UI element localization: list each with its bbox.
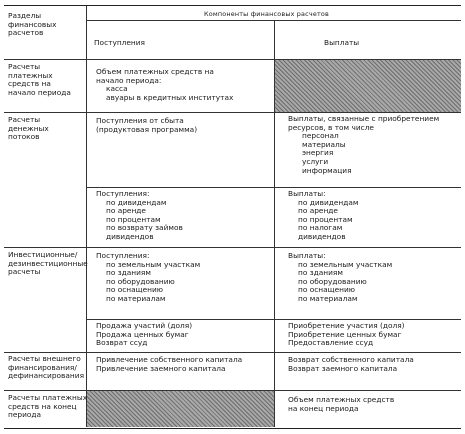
list-item: услуги — [302, 156, 329, 166]
cashflow-receipts-sales: Поступления от сбыта (продуктовая программа) — [96, 116, 198, 134]
list-item: по оснащению — [106, 285, 164, 295]
list-item: материалы — [302, 139, 346, 149]
list-item: авуары в кредитных институтах — [106, 92, 234, 102]
list-item: по материалам — [298, 293, 358, 303]
list-item: по оснащению — [298, 285, 356, 295]
cashflow-receipts-other: Поступления: по дивидендам по аренде по процентам по возврату займов дивидендов — [96, 189, 183, 241]
start-receipts-text: Объем платежных средств на начало периода: касса авуары в кредитных институтах — [96, 67, 234, 102]
row-label-end: Расчеты платежных средств на конец периода — [8, 393, 88, 420]
row-label-start: Расчеты платежных средств на начало периода — [8, 62, 71, 97]
list-item: по зданиям — [298, 268, 343, 278]
investment-payments-securities: Приобретение участия (доля) Приобретение ценных бумаг Предоставление ссуд — [288, 321, 405, 348]
list-item: по земельным участкам — [106, 259, 201, 269]
investment-receipts-securities: Продажа участий (доля) Продажа ценных бумаг Возврат ссуд — [96, 321, 193, 348]
list-item: по оборудованию — [298, 276, 367, 286]
header-components-label: Компоненты финансовых расчетов — [204, 10, 329, 18]
list-item: касса — [106, 84, 128, 94]
list-item: по земельным участкам — [298, 259, 393, 269]
row-divider — [86, 319, 461, 320]
cashflow-payments-other: Выплаты: по дивидендам по аренде по процентам по налогам дивидендов — [288, 189, 359, 241]
row-label-financing: Расчеты внешнего финансирования/ дефинансирования — [8, 354, 85, 381]
row-label-cashflow: Расчеты денежных потоков — [8, 115, 49, 142]
hatched-cell-start-payments — [275, 60, 461, 112]
list-item: по зданиям — [106, 268, 151, 278]
end-payments-text: Объем платежных средств на конец периода — [288, 395, 395, 413]
financial-calculations-table — [4, 5, 461, 429]
hatched-cell-end-receipts — [87, 391, 274, 427]
financing-receipts: Привлечение собственного капитала Привлечение заемного капитала — [96, 355, 243, 373]
row-label-investment: Инвестиционные/ дезинвестиционные расчеты — [8, 250, 88, 277]
list-item: по дивидендам — [106, 197, 167, 207]
cashflow-payments-resources: Выплаты, связанные с приобретением ресурсов, в том числе персонал материалы энергия услуги информация — [288, 114, 440, 175]
list-item: персонал — [302, 131, 339, 141]
list-item: по дивидендам — [298, 197, 359, 207]
list-item: энергия — [302, 148, 334, 158]
row-divider — [86, 187, 461, 188]
investment-payments: Выплаты: по земельным участкам по зданиям по оборудованию по оснащению по материалам — [288, 251, 393, 303]
header-receipts: Поступления — [94, 38, 146, 47]
list-item: по материалам — [106, 293, 166, 303]
list-item: по оборудованию — [106, 276, 175, 286]
row-divider — [4, 352, 461, 353]
list-item: информация — [302, 165, 352, 175]
financing-payments: Возврат собственного капитала Возврат заемного капитала — [288, 355, 414, 373]
list-item: по аренде — [298, 206, 338, 216]
header-sections-label: Разделы финансовых расчетов — [8, 11, 57, 38]
row-divider — [4, 112, 461, 113]
header-payments: Выплаты — [324, 38, 360, 47]
list-item: по аренде — [106, 206, 146, 216]
list-item: по налогам — [298, 223, 343, 233]
list-item: по процентам — [106, 214, 161, 224]
list-item: дивидендов — [298, 231, 346, 241]
row-divider — [4, 247, 461, 248]
investment-receipts: Поступления: по земельным участкам по зданиям по оборудованию по оснащению по материалам — [96, 251, 201, 303]
list-item: по возврату займов — [106, 223, 183, 233]
list-item: по процентам — [298, 214, 353, 224]
header-span-divider — [86, 20, 461, 21]
list-item: дивидендов — [106, 231, 154, 241]
column-divider-label — [86, 6, 87, 427]
